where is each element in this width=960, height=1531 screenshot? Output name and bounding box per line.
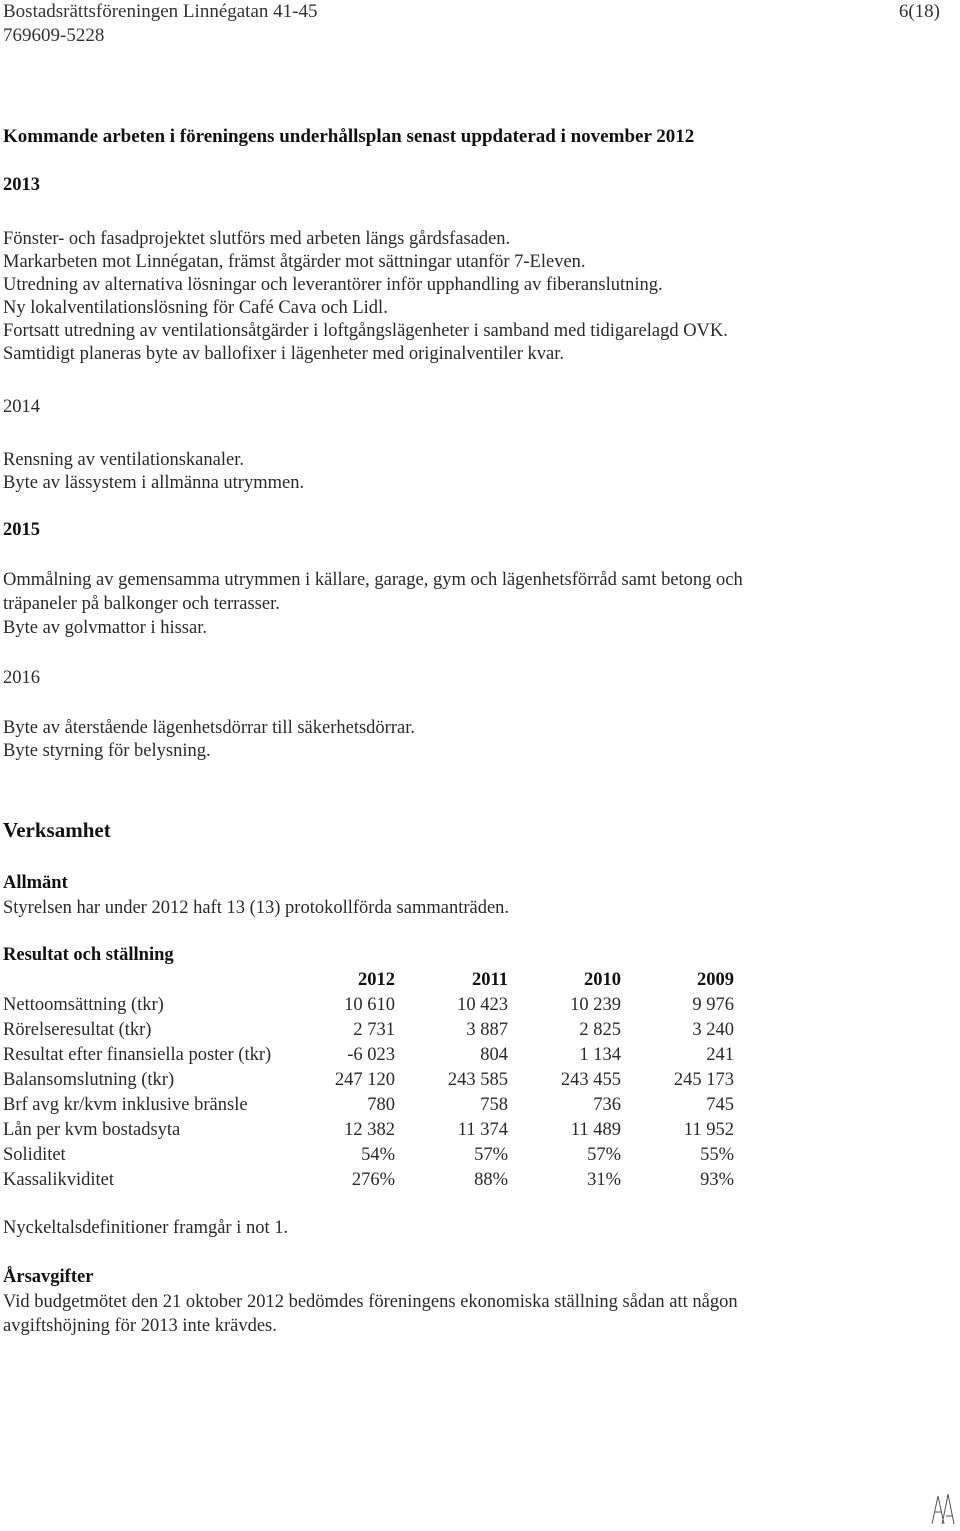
table-cell: 243 585 (447, 1070, 508, 1090)
table-cell: 10 610 (344, 995, 395, 1015)
heading-allmant: Allmänt (3, 873, 68, 893)
year-heading-2015: 2015 (3, 520, 40, 540)
plan-item: Fortsatt utredning av ventilationsåtgärder i loftgångslägenheter i samband med tidigarelagd OVK. (3, 321, 728, 341)
table-row-label: Nettoomsättning (tkr) (3, 995, 164, 1015)
column-header: 2011 (472, 970, 508, 990)
column-header: 2009 (697, 970, 734, 990)
plan-item: Fönster- och fasadprojektet slutförs med arbeten längs gårdsfasaden. (3, 229, 511, 249)
table-cell: 11 952 (683, 1120, 734, 1140)
table-cell: 10 239 (570, 995, 621, 1015)
page-number: 6(18) (898, 1, 940, 22)
org-name: Bostadsrättsföreningen Linnégatan 41-45 (3, 1, 318, 22)
table-cell: -6 023 (347, 1045, 395, 1065)
plan-item: Byte av golvmattor i hissar. (3, 618, 207, 638)
table-cell: 758 (480, 1095, 508, 1115)
allmant-text: Styrelsen har under 2012 haft 13 (13) protokollförda sammanträden. (3, 898, 510, 918)
table-cell: 93% (700, 1170, 734, 1190)
plan-item: Utredning av alternativa lösningar och leverantörer inför upphandling av fiberanslutning. (3, 275, 663, 295)
plan-item: Ommålning av gemensamma utrymmen i källare, garage, gym och lägenhetsförråd samt betong och (3, 570, 743, 590)
table-cell: 745 (706, 1095, 734, 1115)
plan-item: Byte av lässystem i allmänna utrymmen. (3, 473, 305, 493)
table-cell: 12 382 (344, 1120, 395, 1140)
table-cell: 88% (474, 1170, 508, 1190)
table-cell: 55% (700, 1145, 734, 1165)
year-heading-2013: 2013 (3, 175, 40, 195)
table-cell: 11 374 (457, 1120, 508, 1140)
plan-item: Ny lokalventilationslösning för Café Cava och Lidl. (3, 298, 388, 318)
table-row-label: Brf avg kr/kvm inklusive bränsle (3, 1095, 248, 1115)
plan-item: Byte styrning för belysning. (3, 741, 211, 761)
arsavgifter-text-line: Vid budgetmötet den 21 oktober 2012 bedömdes föreningens ekonomiska ställning sådan att någon (3, 1292, 738, 1312)
plan-item: Samtidigt planeras byte av ballofixer i lägenheter med originalventiler kvar. (3, 344, 564, 364)
table-row-label: Rörelseresultat (tkr) (3, 1020, 152, 1040)
table-cell: 54% (361, 1145, 395, 1165)
table-note: Nyckeltalsdefinitioner framgår i not 1. (3, 1218, 289, 1238)
table-cell: 2 825 (579, 1020, 621, 1040)
table-cell: 276% (351, 1170, 395, 1190)
plan-item: Markarbeten mot Linnégatan, främst åtgärder mot sättningar utanför 7-Eleven. (3, 252, 586, 272)
table-cell: 2 731 (353, 1020, 395, 1040)
section-title-verksamhet: Verksamhet (3, 818, 111, 842)
column-header: 2012 (358, 970, 395, 990)
table-cell: 247 120 (334, 1070, 395, 1090)
year-heading-2014: 2014 (3, 397, 40, 417)
table-cell: 11 489 (570, 1120, 621, 1140)
heading-arsavgifter: Årsavgifter (3, 1267, 94, 1287)
org-number: 769609-5228 (3, 25, 105, 46)
table-cell: 804 (480, 1045, 508, 1065)
handwritten-initials-icon (928, 1490, 956, 1528)
table-cell: 57% (587, 1145, 621, 1165)
year-heading-2016: 2016 (3, 668, 40, 688)
table-cell: 736 (593, 1095, 621, 1115)
arsavgifter-text-line: avgiftshöjning för 2013 inte krävdes. (3, 1316, 277, 1336)
table-cell: 31% (587, 1170, 621, 1190)
table-cell: 1 134 (579, 1045, 621, 1065)
table-cell: 241 (706, 1045, 734, 1065)
table-cell: 780 (367, 1095, 395, 1115)
table-row-label: Kassalikviditet (3, 1170, 114, 1190)
table-cell: 9 976 (692, 995, 734, 1015)
plan-item: Rensning av ventilationskanaler. (3, 450, 244, 470)
table-cell: 3 240 (692, 1020, 734, 1040)
table-cell: 243 455 (560, 1070, 621, 1090)
table-row-label: Lån per kvm bostadsyta (3, 1120, 181, 1140)
table-cell: 3 887 (466, 1020, 508, 1040)
plan-item: träpaneler på balkonger och terrasser. (3, 594, 280, 614)
table-cell: 245 173 (673, 1070, 734, 1090)
table-row-label: Resultat efter finansiella poster (tkr) (3, 1045, 272, 1065)
heading-resultat: Resultat och ställning (3, 945, 174, 965)
table-cell: 10 423 (457, 995, 508, 1015)
table-row-label: Soliditet (3, 1145, 66, 1165)
table-row-label: Balansomslutning (tkr) (3, 1070, 175, 1090)
plan-title: Kommande arbeten i föreningens underhållsplan senast uppdaterad i november 2012 (3, 126, 695, 147)
column-header: 2010 (584, 970, 621, 990)
table-cell: 57% (474, 1145, 508, 1165)
plan-item: Byte av återstående lägenhetsdörrar till säkerhetsdörrar. (3, 718, 415, 738)
